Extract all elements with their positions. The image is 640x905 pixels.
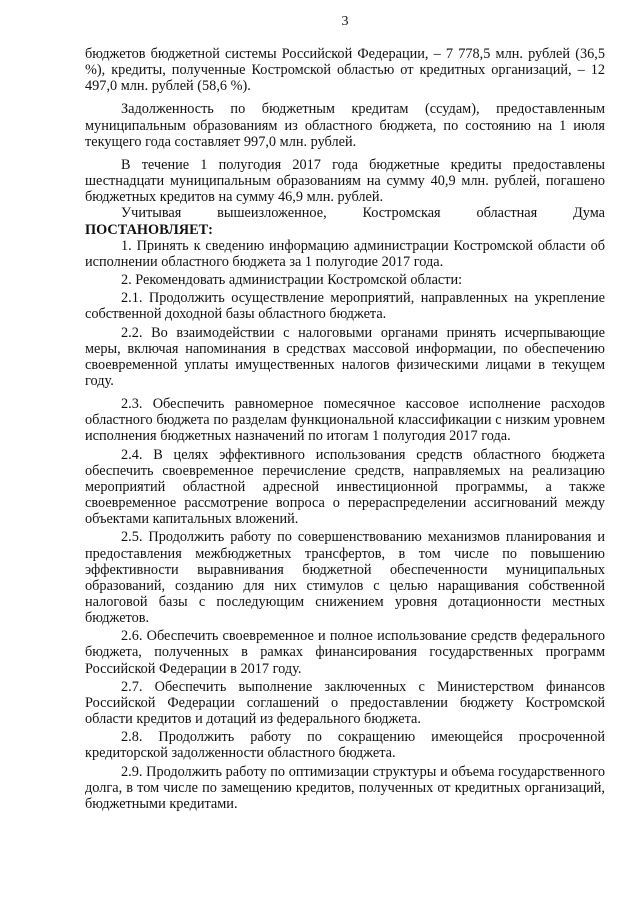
- paragraph-item-2: 2. Рекомендовать администрации Костромской области:: [121, 272, 463, 289]
- paragraph-budget-credits: В течение 1 полугодия 2017 года бюджетные кредиты предоставлены шестнадцати муниципальным образованиям на сумму 40,9 млн. рублей, погашено бюджетных кредитов на сумму 46,9 млн. рублей.: [85, 156, 605, 206]
- paragraph-municipal-debt: Задолженность по бюджетным кредитам (ссудам), предоставленным муниципальным образованиям из областного бюджета, по состоянию на 1 июля текущего года составляет 997,0 млн. рублей.: [85, 101, 605, 150]
- paragraph-budget-transfers: бюджетов бюджетной системы Российской Федерации, – 7 778,5 млн. рублей (36,5 %), кредиты, полученные Костромской областью от кредитных организаций, – 12 497,0 млн. рублей (58,6 %).: [85, 46, 605, 95]
- resolution-keyword: ПОСТАНОВЛЯЕТ:: [85, 221, 213, 238]
- paragraph-resolution-intro: [85, 205, 605, 237]
- paragraph-item-2-3: 2.3. Обеспечить равномерное помесячное кассовое исполнение расходов областного бюджета по разделам функциональной классификации с низким уровнем исполнения бюджетных назначений по итогам 1 полугодия 2017 года.: [85, 396, 605, 445]
- paragraph-item-2-6: 2.6. Обеспечить своевременное и полное использование средств федерального бюджета, полученных в рамках финансирования государственных программ Российской Федерации в 2017 году.: [85, 628, 605, 677]
- paragraph-item-2-7: 2.7. Обеспечить выполнение заключенных с Министерством финансов Российской Федерации соглашений о предоставлении бюджету Костромской области кредитов и дотаций из федерального бюджета.: [85, 678, 605, 728]
- paragraph-item-2-2: 2.2. Во взаимодействии с налоговыми органами принять исчерпывающие меры, включая напоминания в средствах массовой информации, по обеспечению своевременной уплаты имущественных налогов физическими лицами в текущем году.: [85, 324, 605, 389]
- page-number: 3: [341, 14, 349, 29]
- paragraph-item-2-4: 2.4. В целях эффективного использования средств областного бюджета обеспечить своевременное перечисление средств, направляемых на реализацию мероприятий областной адресной инвестиционной программы, а также своевременное рассмотрение вопроса о перераспределении ассигнований между объектами капитальных вложений.: [85, 446, 605, 528]
- paragraph-item-2-9: 2.9. Продолжить работу по оптимизации структуры и объема государственного долга, в том числе по замещению кредитов, полученных от кредитных организаций, бюджетными кредитами.: [85, 763, 605, 812]
- paragraph-item-2-1: 2.1. Продолжить осуществление мероприятий, направленных на укрепление собственной доходной базы областного бюджета.: [85, 290, 605, 323]
- paragraph-item-1: 1. Принять к сведению информацию администрации Костромской области об исполнении областного бюджета за 1 полугодие 2017 года.: [85, 237, 605, 270]
- paragraph-item-2-8: 2.8. Продолжить работу по сокращению имеющейся просроченной кредиторской задолженности областного бюджета.: [85, 729, 605, 762]
- paragraph-item-2-5: 2.5. Продолжить работу по совершенствованию механизмов планирования и предоставления межбюджетных трансфертов, в том числе по повышению эффективности выравнивания бюджетной обеспеченности муниципальных образований, созданию для них стимулов с целью наращивания собственной налоговой базы с последующим снижением уровня дотационности местных бюджетов.: [85, 529, 605, 627]
- document-body: [85, 46, 605, 812]
- resolution-intro-text: Учитывая вышеизложенное, Костромская областная Дума: [121, 205, 605, 222]
